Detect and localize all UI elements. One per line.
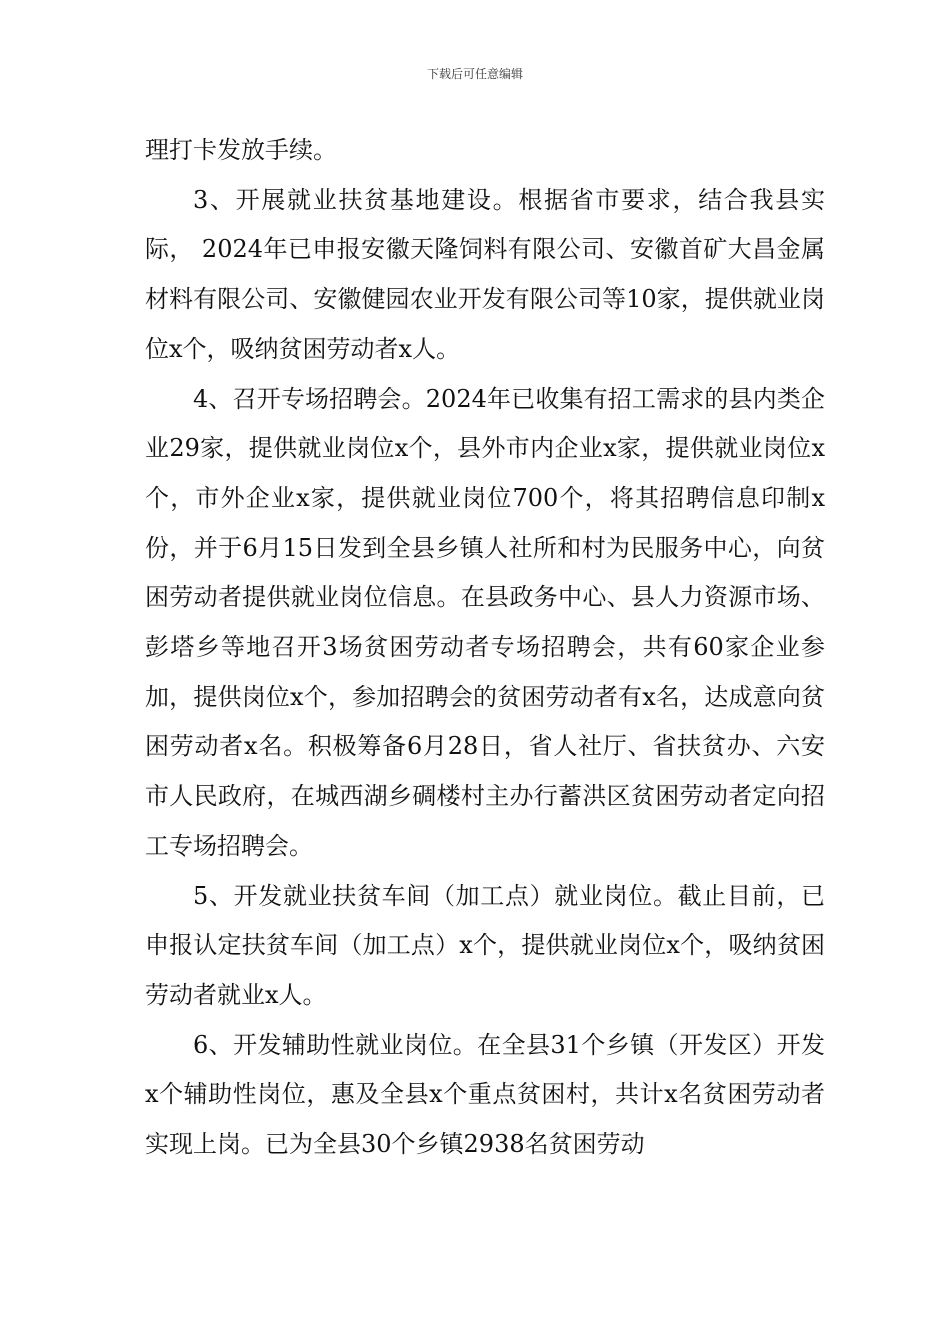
paragraph-item-6: 6、开发辅助性就业岗位。在全县31个乡镇（开发区）开发x个辅助性岗位，惠及全县x个重点贫困村，共计x名贫困劳动者实现上岗。已为全县30个乡镇2938名贫困劳动 [145,1030,825,1159]
document-body [145,126,825,1170]
paragraph-continuation: 理打卡发放手续。 [145,136,337,164]
page-header: 下载后可任意编辑 [426,67,523,81]
paragraph-item-3: 3、开展就业扶贫基地建设。根据省市要求，结合我县实际， 2024年已申报安徽天隆饲料有限公司、安徽首矿大昌金属材料有限公司、安徽健园农业开发有限公司等10家，提供就业岗位x个，吸纳贫困劳动者x人。 [145,185,825,363]
paragraph-item-4: 4、召开专场招聘会。2024年已收集有招工需求的县内类企业29家，提供就业岗位x个，县外市内企业x家，提供就业岗位x个，市外企业x家，提供就业岗位700个，将其招聘信息印制x份，并于6月15日发到全县乡镇人社所和村为民服务中心，向贫困劳动者提供就业岗位信息。在县政务中心、县人力资源市场、彭塔乡等地召开3场贫困劳动者专场招聘会，共有60家企业参加，提供岗位x个，参加招聘会的贫困劳动者有x名，达成意向贫困劳动者x名。积极筹备6月28日，省人社厅、省扶贫办、六安市人民政府，在城西湖乡碉楼村主办行蓄洪区贫困劳动者定向招工专场招聘会。 [145,384,825,860]
paragraph-item-5: 5、开发就业扶贫车间（加工点）就业岗位。截止目前，已申报认定扶贫车间（加工点）x个，提供就业岗位x个，吸纳贫困劳动者就业x人。 [145,881,825,1009]
